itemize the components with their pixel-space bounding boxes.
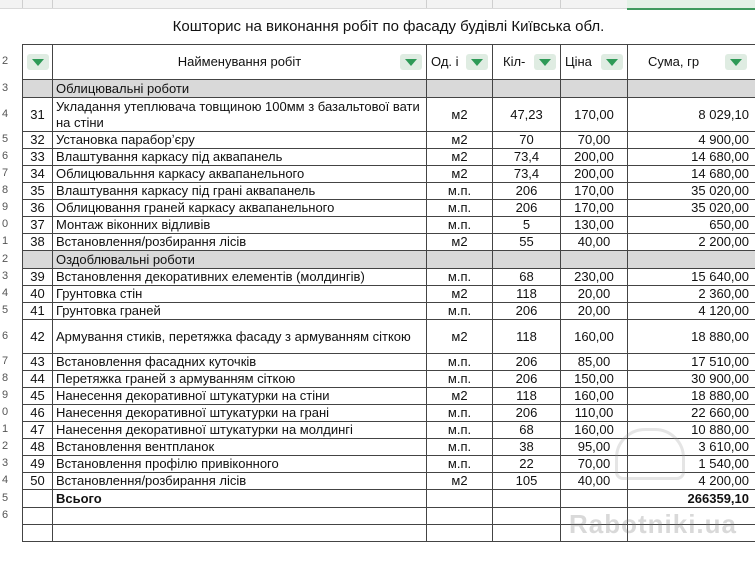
unit-cell[interactable]: м.п. bbox=[427, 269, 493, 286]
header-row bbox=[23, 45, 755, 80]
row-number[interactable]: 4 bbox=[2, 474, 9, 486]
work-name-cell[interactable]: Встановлення/розбирання лісів bbox=[53, 473, 427, 490]
price-cell[interactable]: 40,00 bbox=[561, 473, 628, 490]
row-number[interactable]: 3 bbox=[2, 457, 9, 469]
empty-cell[interactable] bbox=[53, 525, 427, 542]
price-cell[interactable]: 200,00 bbox=[561, 166, 628, 183]
row-index-cell[interactable]: 33 bbox=[23, 149, 53, 166]
filter-dropdown-icon[interactable] bbox=[601, 54, 623, 70]
work-name-cell[interactable]: Армування стиків, перетяжка фасаду з армуванням сіткою bbox=[53, 320, 427, 354]
row-index-cell[interactable]: 44 bbox=[23, 371, 53, 388]
row-index-cell[interactable]: 46 bbox=[23, 405, 53, 422]
sheet-title[interactable]: Кошторис на виконання робіт по фасаду будівлі Київська обл. bbox=[172, 18, 605, 35]
table-row bbox=[23, 354, 755, 371]
unit-cell[interactable]: м.п. bbox=[427, 303, 493, 320]
quantity-cell[interactable]: 118 bbox=[493, 286, 561, 303]
table-row bbox=[23, 183, 755, 200]
work-name-cell[interactable]: Влаштування каркасу під аквапанель bbox=[53, 149, 427, 166]
row-index-cell[interactable]: 38 bbox=[23, 234, 53, 251]
section-empty-cell[interactable] bbox=[628, 251, 755, 269]
section-empty-cell[interactable] bbox=[427, 80, 493, 98]
row-index-cell[interactable]: 45 bbox=[23, 388, 53, 405]
work-name-cell[interactable]: Нанесення декоративної штукатурки на стіни bbox=[53, 388, 427, 405]
table-row bbox=[23, 234, 755, 251]
table-row bbox=[23, 166, 755, 183]
header-qty-label: Кіл- bbox=[503, 54, 526, 69]
price-cell[interactable]: 95,00 bbox=[561, 439, 628, 456]
sum-cell[interactable]: 18 880,00 bbox=[628, 320, 755, 354]
sum-cell[interactable]: 18 880,00 bbox=[628, 388, 755, 405]
row-index-cell[interactable]: 47 bbox=[23, 422, 53, 439]
section-title-cell[interactable]: Облицювальні роботи bbox=[53, 80, 427, 98]
quantity-cell[interactable]: 68 bbox=[493, 422, 561, 439]
work-name-cell[interactable]: Встановлення вентпланок bbox=[53, 439, 427, 456]
sum-cell[interactable]: 4 120,00 bbox=[628, 303, 755, 320]
quantity-cell[interactable]: 68 bbox=[493, 269, 561, 286]
table-row bbox=[23, 405, 755, 422]
sum-cell[interactable]: 10 880,00 bbox=[628, 422, 755, 439]
work-name-cell[interactable]: Встановлення фасадних куточків bbox=[53, 354, 427, 371]
total-empty-cell[interactable] bbox=[427, 490, 493, 508]
unit-cell[interactable]: м2 bbox=[427, 388, 493, 405]
row-number[interactable]: 5 bbox=[2, 304, 9, 316]
header-name-cell[interactable] bbox=[53, 45, 427, 80]
price-cell[interactable]: 40,00 bbox=[561, 234, 628, 251]
row-index-cell[interactable]: 40 bbox=[23, 286, 53, 303]
watermark-text: Rabotniki.ua bbox=[568, 509, 737, 539]
work-name-cell[interactable]: Облицювання граней каркасу аквапанельного bbox=[53, 200, 427, 217]
section-empty-cell[interactable] bbox=[561, 251, 628, 269]
sum-cell[interactable]: 8 029,10 bbox=[628, 98, 755, 132]
sum-cell[interactable]: 30 900,00 bbox=[628, 371, 755, 388]
empty-cell[interactable] bbox=[493, 525, 561, 542]
header-name-label: Найменування робіт bbox=[177, 54, 302, 69]
empty-cell[interactable] bbox=[427, 508, 493, 525]
quantity-cell[interactable]: 38 bbox=[493, 439, 561, 456]
row-number[interactable]: 0 bbox=[2, 218, 9, 230]
filter-dropdown-icon[interactable] bbox=[534, 54, 556, 70]
table-row bbox=[23, 132, 755, 149]
row-index-cell[interactable]: 50 bbox=[23, 473, 53, 490]
row-number[interactable]: 6 bbox=[2, 329, 9, 342]
row-number[interactable]: 2 bbox=[2, 252, 9, 265]
column-header-segment[interactable] bbox=[52, 0, 427, 8]
section-empty-cell[interactable] bbox=[493, 251, 561, 269]
row-number[interactable]: 2 bbox=[2, 55, 9, 67]
sum-cell[interactable]: 35 020,00 bbox=[628, 183, 755, 200]
quantity-cell[interactable]: 206 bbox=[493, 200, 561, 217]
section-empty-cell[interactable] bbox=[427, 251, 493, 269]
sum-cell[interactable]: 2 360,00 bbox=[628, 286, 755, 303]
row-number[interactable]: 6 bbox=[2, 509, 9, 521]
quantity-cell[interactable]: 206 bbox=[493, 183, 561, 200]
sum-cell[interactable]: 3 610,00 bbox=[628, 439, 755, 456]
work-name-cell[interactable]: Грунтовка стін bbox=[53, 286, 427, 303]
unit-cell[interactable]: м.п. bbox=[427, 422, 493, 439]
quantity-cell[interactable]: 73,4 bbox=[493, 149, 561, 166]
quantity-cell[interactable]: 70 bbox=[493, 132, 561, 149]
price-cell[interactable]: 110,00 bbox=[561, 405, 628, 422]
row-index-cell[interactable]: 36 bbox=[23, 200, 53, 217]
price-cell[interactable]: 20,00 bbox=[561, 303, 628, 320]
sum-cell[interactable]: 2 200,00 bbox=[628, 234, 755, 251]
work-name-cell[interactable]: Нанесення декоративної штукатурки на молдингі bbox=[53, 422, 427, 439]
empty-cell[interactable] bbox=[53, 508, 427, 525]
table-row bbox=[23, 98, 755, 132]
sum-cell[interactable]: 17 510,00 bbox=[628, 354, 755, 371]
price-cell[interactable]: 160,00 bbox=[561, 388, 628, 405]
row-number[interactable]: 9 bbox=[2, 389, 9, 401]
price-cell[interactable]: 160,00 bbox=[561, 422, 628, 439]
row-index-cell[interactable]: 41 bbox=[23, 303, 53, 320]
table-row bbox=[23, 149, 755, 166]
work-name-cell[interactable]: Встановлення профілю привіконного bbox=[53, 456, 427, 473]
selected-column-header[interactable] bbox=[627, 0, 755, 10]
row-number[interactable]: 9 bbox=[2, 201, 9, 213]
row-number[interactable]: 3 bbox=[2, 81, 9, 94]
table-row bbox=[23, 217, 755, 234]
header-unit-cell[interactable] bbox=[427, 45, 493, 80]
table-row bbox=[23, 320, 755, 354]
filter-dropdown-icon[interactable] bbox=[725, 54, 747, 70]
sum-cell[interactable]: 14 680,00 bbox=[628, 149, 755, 166]
unit-cell[interactable]: м.п. bbox=[427, 405, 493, 422]
work-name-cell[interactable]: Грунтовка граней bbox=[53, 303, 427, 320]
header-sum-cell[interactable] bbox=[628, 45, 755, 80]
total-empty-cell[interactable] bbox=[493, 490, 561, 508]
row-index-cell[interactable]: 31 bbox=[23, 98, 53, 132]
empty-cell[interactable] bbox=[427, 525, 493, 542]
work-name-cell[interactable]: Укладання утеплювача товщиною 100мм з базальтової вати на стіни bbox=[53, 98, 427, 132]
row-index-cell[interactable]: 34 bbox=[23, 166, 53, 183]
sum-cell[interactable]: 4 200,00 bbox=[628, 473, 755, 490]
row-number[interactable]: 4 bbox=[2, 107, 9, 120]
section-index-cell[interactable] bbox=[23, 80, 53, 98]
empty-cell[interactable] bbox=[23, 525, 53, 542]
quantity-cell[interactable]: 118 bbox=[493, 320, 561, 354]
row-index-cell[interactable]: 48 bbox=[23, 439, 53, 456]
quantity-cell[interactable]: 118 bbox=[493, 388, 561, 405]
filter-dropdown-icon[interactable] bbox=[27, 54, 49, 70]
quantity-cell[interactable]: 47,23 bbox=[493, 98, 561, 132]
total-row bbox=[23, 490, 755, 508]
row-index-cell[interactable]: 32 bbox=[23, 132, 53, 149]
work-name-cell[interactable]: Встановлення/розбирання лісів bbox=[53, 234, 427, 251]
row-number[interactable]: 1 bbox=[2, 423, 9, 435]
filter-dropdown-icon[interactable] bbox=[400, 54, 422, 70]
table-row bbox=[23, 303, 755, 320]
total-index-cell[interactable] bbox=[23, 490, 53, 508]
row-index-cell[interactable]: 37 bbox=[23, 217, 53, 234]
empty-cell[interactable] bbox=[493, 508, 561, 525]
price-cell[interactable]: 130,00 bbox=[561, 217, 628, 234]
unit-cell[interactable]: м.п. bbox=[427, 200, 493, 217]
price-cell[interactable]: 70,00 bbox=[561, 456, 628, 473]
watermark-logo-icon bbox=[615, 428, 685, 480]
unit-cell[interactable]: м2 bbox=[427, 286, 493, 303]
row-index-cell[interactable]: 42 bbox=[23, 320, 53, 354]
section-row bbox=[23, 251, 755, 269]
quantity-cell[interactable]: 206 bbox=[493, 303, 561, 320]
unit-cell[interactable]: м2 bbox=[427, 132, 493, 149]
header-index-cell[interactable] bbox=[23, 45, 53, 80]
quantity-cell[interactable]: 73,4 bbox=[493, 166, 561, 183]
filter-dropdown-icon[interactable] bbox=[466, 54, 488, 70]
quantity-cell[interactable]: 22 bbox=[493, 456, 561, 473]
row-number[interactable]: 0 bbox=[2, 406, 9, 418]
section-title-cell[interactable]: Оздоблювальні роботи bbox=[53, 251, 427, 269]
sum-cell[interactable]: 4 900,00 bbox=[628, 132, 755, 149]
section-empty-cell[interactable] bbox=[561, 80, 628, 98]
table-row bbox=[23, 388, 755, 405]
price-cell[interactable]: 150,00 bbox=[561, 371, 628, 388]
sum-cell[interactable]: 22 660,00 bbox=[628, 405, 755, 422]
unit-cell[interactable]: м.п. bbox=[427, 217, 493, 234]
section-row bbox=[23, 80, 755, 98]
unit-cell[interactable]: м.п. bbox=[427, 354, 493, 371]
total-sum-cell[interactable]: 266359,10 bbox=[628, 490, 755, 508]
total-empty-cell[interactable] bbox=[561, 490, 628, 508]
price-cell[interactable]: 160,00 bbox=[561, 320, 628, 354]
quantity-cell[interactable]: 55 bbox=[493, 234, 561, 251]
unit-cell[interactable]: м2 bbox=[427, 98, 493, 132]
price-cell[interactable]: 200,00 bbox=[561, 149, 628, 166]
work-name-cell[interactable]: Установка параборʼєру bbox=[53, 132, 427, 149]
work-name-cell[interactable]: Влаштування каркасу під грані аквапанель bbox=[53, 183, 427, 200]
row-number[interactable]: 6 bbox=[2, 150, 9, 162]
header-qty-cell[interactable] bbox=[493, 45, 561, 80]
row-number[interactable]: 8 bbox=[2, 184, 9, 196]
unit-cell[interactable]: м.п. bbox=[427, 371, 493, 388]
row-number[interactable]: 8 bbox=[2, 372, 9, 384]
sum-cell[interactable]: 1 540,00 bbox=[628, 456, 755, 473]
table-row bbox=[23, 371, 755, 388]
price-cell[interactable]: 230,00 bbox=[561, 269, 628, 286]
section-index-cell[interactable] bbox=[23, 251, 53, 269]
row-index-cell[interactable]: 35 bbox=[23, 183, 53, 200]
row-index-cell[interactable]: 43 bbox=[23, 354, 53, 371]
table-row bbox=[23, 200, 755, 217]
work-name-cell[interactable]: Нанесення декоративної штукатурки на грані bbox=[53, 405, 427, 422]
quantity-cell[interactable]: 206 bbox=[493, 371, 561, 388]
price-cell[interactable]: 20,00 bbox=[561, 286, 628, 303]
column-header-segment[interactable] bbox=[426, 0, 493, 8]
column-header-segment[interactable] bbox=[22, 0, 53, 8]
price-cell[interactable]: 170,00 bbox=[561, 200, 628, 217]
work-name-cell[interactable]: Облицювальння каркасу аквапанельного bbox=[53, 166, 427, 183]
unit-cell[interactable]: м2 bbox=[427, 234, 493, 251]
sum-cell[interactable]: 14 680,00 bbox=[628, 166, 755, 183]
table-row bbox=[23, 269, 755, 286]
section-empty-cell[interactable] bbox=[628, 80, 755, 98]
column-header-segment[interactable] bbox=[560, 0, 628, 8]
sum-cell[interactable]: 15 640,00 bbox=[628, 269, 755, 286]
column-header-segment[interactable] bbox=[0, 0, 23, 8]
unit-cell[interactable]: м2 bbox=[427, 473, 493, 490]
total-label-cell[interactable]: Всього bbox=[53, 490, 427, 508]
price-cell[interactable]: 70,00 bbox=[561, 132, 628, 149]
quantity-cell[interactable]: 105 bbox=[493, 473, 561, 490]
quantity-cell[interactable]: 206 bbox=[493, 354, 561, 371]
row-number[interactable]: 5 bbox=[2, 133, 9, 145]
unit-cell[interactable]: м.п. bbox=[427, 183, 493, 200]
header-sum-label: Сума, гр bbox=[648, 54, 700, 69]
row-number[interactable]: 3 bbox=[2, 270, 9, 282]
section-empty-cell[interactable] bbox=[493, 80, 561, 98]
column-header-strip bbox=[0, 0, 755, 9]
unit-cell[interactable]: м2 bbox=[427, 166, 493, 183]
sum-cell[interactable]: 35 020,00 bbox=[628, 200, 755, 217]
row-number[interactable]: 7 bbox=[2, 355, 9, 367]
header-price-label: Ціна bbox=[565, 54, 592, 69]
work-name-cell[interactable]: Перетяжка граней з армуванням сіткою bbox=[53, 371, 427, 388]
unit-cell[interactable]: м.п. bbox=[427, 439, 493, 456]
unit-cell[interactable]: м2 bbox=[427, 320, 493, 354]
row-index-cell[interactable]: 49 bbox=[23, 456, 53, 473]
row-number[interactable]: 2 bbox=[2, 440, 9, 452]
work-name-cell[interactable]: Монтаж віконних відливів bbox=[53, 217, 427, 234]
row-number[interactable]: 5 bbox=[2, 491, 9, 504]
unit-cell[interactable]: м2 bbox=[427, 149, 493, 166]
work-name-cell[interactable]: Встановлення декоративних елементів (молдингів) bbox=[53, 269, 427, 286]
price-cell[interactable]: 170,00 bbox=[561, 98, 628, 132]
table-row bbox=[23, 286, 755, 303]
header-price-cell[interactable] bbox=[561, 45, 628, 80]
row-index-cell[interactable]: 39 bbox=[23, 269, 53, 286]
quantity-cell[interactable]: 206 bbox=[493, 405, 561, 422]
sum-cell[interactable]: 650,00 bbox=[628, 217, 755, 234]
unit-cell[interactable]: м.п. bbox=[427, 456, 493, 473]
column-header-segment[interactable] bbox=[492, 0, 561, 8]
empty-cell[interactable] bbox=[23, 508, 53, 525]
price-cell[interactable]: 85,00 bbox=[561, 354, 628, 371]
price-cell[interactable]: 170,00 bbox=[561, 183, 628, 200]
quantity-cell[interactable]: 5 bbox=[493, 217, 561, 234]
row-number[interactable]: 7 bbox=[2, 167, 9, 179]
row-number[interactable]: 4 bbox=[2, 287, 9, 299]
header-unit-label: Од. і bbox=[431, 54, 459, 69]
row-number[interactable]: 1 bbox=[2, 235, 9, 247]
